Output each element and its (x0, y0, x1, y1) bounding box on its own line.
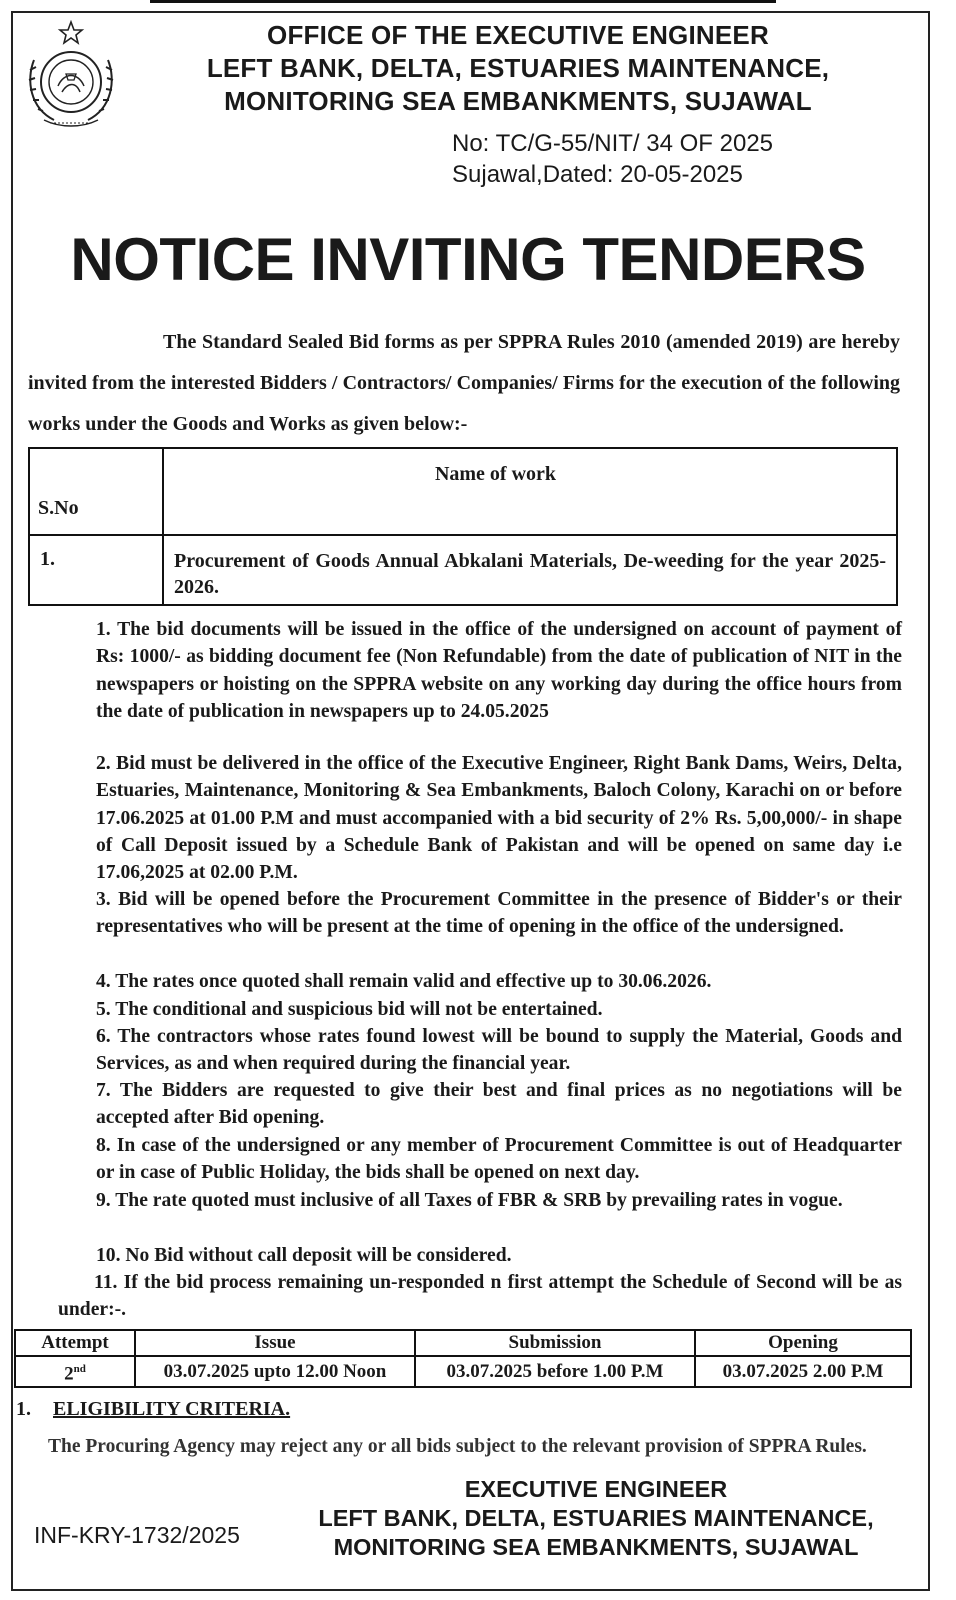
row-name-of-work: Procurement of Goods Annual Abkalani Materials, De-weeding for the year 2025-2026. (163, 535, 897, 605)
condition-2: 2. Bid must be delivered in the office of the Executive Engineer, Right Bank Dams, Weirs, Delta, Estuaries, Maintenance, Monitoring & Sea Embankments, Baloch Colony, Karachi on or before 17.06.2025 at 01.00 P.M and must accompanied with a bid security of 2% Rs. 5,00,000/- in shape of Call Deposit issued by a Schedule Bank of Pakistan and will be opened on same day i.e 17.06,2025 at 02.00 P.M. (96, 753, 902, 884)
table-row (29, 535, 897, 605)
column-header-submission: Submission (415, 1330, 695, 1356)
condition-6: 6. The contractors whose rates found lowest will be bound to supply the Material, Goods and Services, as and when required during the financial year. (96, 1026, 902, 1075)
eligibility-heading (16, 1398, 290, 1421)
condition-11: 11. If the bid process remaining un-responded n first attempt the Schedule of Second will be as under:-. (58, 1272, 902, 1321)
condition-4: 4. The rates once quoted shall remain valid and effective up to 30.06.2026. (96, 971, 712, 992)
condition-3: 3. Bid will be opened before the Procurement Committee in the presence of Bidder's or their representatives who will be present at the time of opening in the office of the undersigned. (96, 889, 902, 938)
eligibility-number: 1. (16, 1398, 31, 1420)
eligibility-title: ELIGIBILITY CRITERIA. (53, 1398, 291, 1420)
condition-10: 10. No Bid without call deposit will be considered. (96, 1245, 512, 1266)
column-header-sno: S.No (29, 448, 163, 535)
government-of-sindh-seal-icon (20, 20, 122, 130)
eligibility-text: The Procuring Agency may reject any or all bids subject to the relevant provision of SPPRA Rules. (48, 1436, 867, 1457)
intro-text: The Standard Sealed Bid forms as per SPPRA Rules 2010 (amended 2019) are hereby invited from the interested Bidders / Contractors/ Companies/ Firms for the execution of the following works under the Goods and Works as given below:- (28, 331, 900, 435)
column-header-issue: Issue (135, 1330, 415, 1356)
opening-cell: 03.07.2025 2.00 P.M (695, 1356, 911, 1387)
office-title: OFFICE OF THE EXECUTIVE ENGINEER (267, 20, 769, 50)
schedule-header-row (15, 1330, 911, 1356)
condition-8: 8. In case of the undersigned or any member of Procurement Committee is out of Headquarter or in case of Public Holiday, the bids shall be opened on next day. (96, 1135, 902, 1184)
condition-9: 9. The rate quoted must inclusive of all Taxes of FBR & SRB by prevailing rates in vogue. (96, 1190, 843, 1211)
second-attempt-schedule-table (14, 1329, 912, 1388)
office-subtitle-line-2: MONITORING SEA EMBANKMENTS, SUJAWAL (224, 86, 812, 116)
condition-1: 1. The bid documents will be issued in the office of the undersigned on account of payment of Rs: 1000/- as bidding document fee (Non Refundable) from the date of publication of NIT in the newspapers or hoisting on the SPPRA website on any working day during the office hours from the date of publication in newspapers up to 24.05.2025 (96, 619, 902, 722)
intro-paragraph (28, 322, 900, 445)
issue-cell: 03.07.2025 upto 12.00 Noon (135, 1356, 415, 1387)
column-header-name-of-work: Name of work (163, 448, 897, 535)
attempt-number: 2 (64, 1363, 74, 1385)
signatory-office-line-2: MONITORING SEA EMBANKMENTS, SUJAWAL (333, 1534, 859, 1560)
table-row (15, 1356, 911, 1387)
reference-number: No: TC/G-55/NIT/ 34 OF 2025 (452, 130, 774, 157)
works-table (28, 447, 898, 606)
attempt-ordinal-suffix: nd (73, 1363, 86, 1375)
signatory-office-line-1: LEFT BANK, DELTA, ESTUARIES MAINTENANCE, (318, 1505, 874, 1531)
inf-number: INF-KRY-1732/2025 (34, 1522, 240, 1548)
office-subtitle-line-1: LEFT BANK, DELTA, ESTUARIES MAINTENANCE, (206, 53, 830, 83)
works-table-header (29, 448, 897, 535)
condition-5: 5. The conditional and suspicious bid will not be entertained. (96, 999, 603, 1020)
issue-date: Sujawal,Dated: 20-05-2025 (452, 161, 743, 188)
row-sno: 1. (29, 535, 163, 605)
condition-7: 7. The Bidders are requested to give their best and final prices as no negotiations will be accepted after Bid opening. (96, 1080, 902, 1129)
submission-cell: 03.07.2025 before 1.00 P.M (415, 1356, 695, 1387)
page-title: NOTICE INVITING TENDERS (70, 226, 866, 293)
top-rule (150, 0, 776, 3)
column-header-opening: Opening (695, 1330, 911, 1356)
signatory-title: EXECUTIVE ENGINEER (464, 1476, 728, 1502)
attempt-cell (15, 1356, 135, 1387)
column-header-attempt: Attempt (15, 1330, 135, 1356)
